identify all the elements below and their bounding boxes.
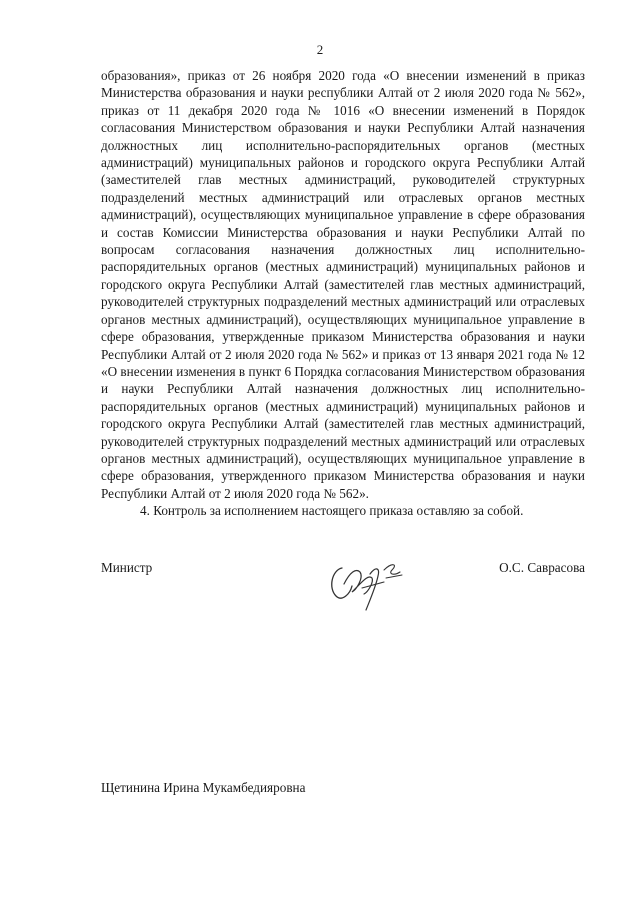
- executor-name: Щетинина Ирина Мукамбедияровна: [101, 780, 306, 795]
- paragraph-continuation: образования», приказ от 26 ноября 2020 года «О внесении изменений в приказ Министерства образования и науки республики Алтай от 2 июля 2020 года № 562», приказ от 11 декабря 2020 года № 1016 «О внесении изменений в Порядок согласования Министерством образования и науки Республики Алтай назначения должностных лиц исполнительно-распорядительных органов (местных администраций) муниципальных районов и городского округа Республики Алтай (заместителей глав местных администраций, руководителей структурных подразделений местных администраций или отраслевых органов местных администраций), осуществляющих муниципальное управление в сфере образования и состав Комиссии Министерства образования и науки Республики Алтай по вопросам согласования назначения должностных лиц исполнительно-распорядительных органов (местных администраций) муниципальных районов и городского округа Республики Алтай (заместителей глав местных администраций, руководителей структурных подразделений местных администраций или отраслевых органов местных администраций), осуществляющих муниципальное управление в сфере образования, утвержденные приказом Министерства образования и науки Республики Алтай от 2 июля 2020 года № 562» и приказ от 13 января 2021 года № 12 «О внесении изменения в пункт 6 Порядка согласования Министерством образования и науки Республики Алтай назначения должностных лиц исполнительно-распорядительных органов (местных администраций) муниципальных районов и городского округа Республики Алтай (заместителей глав местных администраций, руководителей структурных подразделений местных администраций или отраслевых органов местных администраций), осуществляющих муниципальное управление в сфере образования, утвержденного приказом Министерства образования и науки Республики Алтай от 2 июля 2020 года № 562».: [101, 68, 585, 501]
- signatory-title: Министр: [101, 560, 153, 575]
- handwritten-signature: [322, 548, 412, 618]
- document-body: [101, 67, 585, 520]
- signatory-name: О.С. Саврасова: [499, 560, 585, 575]
- page-number: 2: [316, 42, 324, 57]
- paragraph-4: 4. Контроль за исполнением настоящего приказа оставляю за собой.: [140, 503, 524, 519]
